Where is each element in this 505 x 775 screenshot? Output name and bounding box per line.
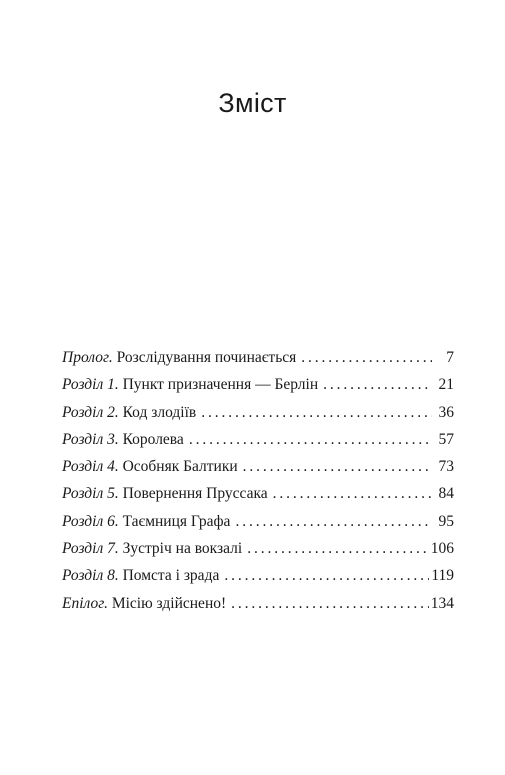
toc-entry-chapter-4 (62, 453, 454, 480)
dot-leader (224, 562, 429, 589)
toc-entry-label: Розділ 8. (62, 567, 119, 585)
toc-entry-title: Помста і зрада (122, 567, 220, 585)
toc-entry-title: Розслідування починається (116, 349, 297, 366)
toc-entry-page: 134 (430, 594, 454, 612)
toc-entry-chapter-2 (62, 399, 454, 426)
toc-entry-title: Зустріч на вокзалі (122, 540, 243, 558)
toc-entry-chapter-6 (62, 508, 454, 535)
toc-entry-label: Розділ 5. (62, 485, 119, 503)
toc-entry-label: Розділ 1. (62, 376, 119, 394)
toc-entry-chapter-7 (62, 535, 454, 562)
toc-entry-label: Розділ 2. (62, 403, 119, 421)
toc-entry-page: 106 (430, 540, 454, 558)
toc-entry-page: 36 (438, 403, 454, 421)
toc-entry-title: Королева (122, 430, 184, 448)
toc-entry-label: Розділ 4. (62, 458, 119, 476)
toc-entry-label: Розділ 3. (62, 430, 119, 448)
toc-entry-page: 95 (438, 512, 454, 530)
toc-entry-label: Пролог. (62, 349, 113, 366)
dot-leader (247, 535, 429, 562)
toc-entry-label: Розділ 7. (62, 540, 119, 558)
dot-leader (323, 371, 432, 398)
toc-entry-prologue (62, 344, 454, 371)
toc-entry-title: Таємниця Графа (122, 512, 231, 530)
dot-leader (235, 508, 432, 535)
table-of-contents (62, 344, 454, 617)
dot-leader (189, 426, 432, 453)
toc-entry-title: Місію здійснено! (111, 594, 227, 612)
toc-entry-page: 7 (446, 349, 454, 366)
dot-leader (231, 590, 429, 617)
toc-entry-title: Пункт призначення — Берлін (122, 376, 319, 394)
dot-leader (201, 399, 432, 426)
toc-entry-label: Розділ 6. (62, 512, 119, 530)
toc-entry-title: Повернення Пруссака (122, 485, 268, 503)
dot-leader (273, 480, 432, 507)
toc-entry-page: 73 (438, 458, 454, 476)
toc-entry-chapter-5 (62, 480, 454, 507)
toc-entry-chapter-8 (62, 562, 454, 589)
toc-entry-epilogue (62, 590, 454, 617)
toc-entry-label: Епілог. (62, 594, 108, 612)
toc-entry-page: 21 (438, 376, 454, 394)
dot-leader (243, 453, 432, 480)
toc-entry-title: Особняк Балтики (122, 458, 238, 476)
page-title: Зміст (218, 88, 287, 118)
toc-entry-page: 84 (438, 485, 454, 503)
toc-entry-title: Код злодіїв (122, 403, 197, 421)
toc-entry-chapter-1 (62, 371, 454, 398)
toc-entry-page: 119 (431, 567, 454, 585)
toc-entry-chapter-3 (62, 426, 454, 453)
toc-entry-page: 57 (438, 430, 454, 448)
dot-leader (301, 344, 432, 371)
